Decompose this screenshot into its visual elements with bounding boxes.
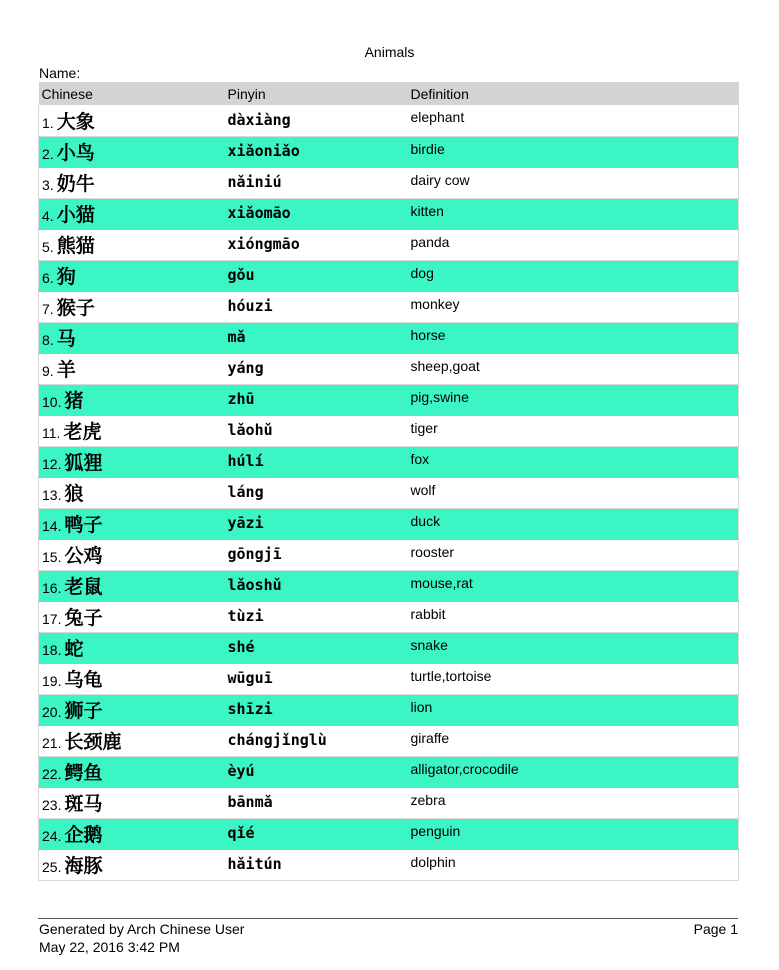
definition-cell: pig,swine bbox=[408, 384, 739, 415]
hanzi-text: 猪 bbox=[64, 390, 84, 412]
document-title: Animals bbox=[364, 44, 415, 60]
table-row bbox=[39, 694, 739, 725]
definition-cell: penguin bbox=[408, 818, 739, 849]
chinese-cell bbox=[39, 353, 225, 384]
hanzi-text: 奶牛 bbox=[56, 173, 95, 195]
chinese-cell bbox=[39, 136, 225, 167]
hanzi-text: 企鹅 bbox=[64, 824, 103, 846]
hanzi-text: 狗 bbox=[56, 266, 76, 288]
table-row bbox=[39, 198, 739, 229]
chinese-cell bbox=[39, 725, 225, 756]
table-row bbox=[39, 818, 739, 849]
definition-cell: zebra bbox=[408, 787, 739, 818]
row-number: 9. bbox=[42, 363, 54, 379]
definition-cell: dog bbox=[408, 260, 739, 291]
pinyin-text: xiǎomāo bbox=[227, 204, 291, 222]
row-number: 21. bbox=[42, 735, 62, 751]
pinyin-text: nǎiniú bbox=[227, 173, 282, 191]
definition-cell: rabbit bbox=[408, 601, 739, 632]
pinyin-text: shīzi bbox=[227, 700, 273, 718]
chinese-cell bbox=[39, 477, 225, 508]
pinyin-text: qǐé bbox=[227, 824, 255, 842]
vocabulary-table bbox=[38, 82, 739, 881]
header-pinyin: Pinyin bbox=[225, 82, 408, 105]
chinese-cell bbox=[39, 663, 225, 694]
table-row bbox=[39, 663, 739, 694]
hanzi-text: 马 bbox=[56, 328, 76, 350]
row-number: 14. bbox=[42, 518, 62, 534]
name-label: Name: bbox=[39, 65, 81, 81]
row-number: 24. bbox=[42, 828, 62, 844]
table-row bbox=[39, 508, 739, 539]
table-row bbox=[39, 756, 739, 787]
pinyin-cell bbox=[225, 198, 408, 229]
pinyin-cell bbox=[225, 229, 408, 260]
chinese-cell bbox=[39, 570, 225, 601]
pinyin-cell bbox=[225, 694, 408, 725]
hanzi-text: 老鼠 bbox=[64, 576, 103, 598]
chinese-cell bbox=[39, 787, 225, 818]
chinese-cell bbox=[39, 539, 225, 570]
chinese-cell bbox=[39, 260, 225, 291]
chinese-cell bbox=[39, 229, 225, 260]
table-row bbox=[39, 849, 739, 880]
chinese-cell bbox=[39, 384, 225, 415]
table-row bbox=[39, 570, 739, 601]
row-number: 2. bbox=[42, 146, 54, 162]
pinyin-cell bbox=[225, 508, 408, 539]
pinyin-cell bbox=[225, 384, 408, 415]
pinyin-cell bbox=[225, 446, 408, 477]
definition-cell: birdie bbox=[408, 136, 739, 167]
chinese-cell bbox=[39, 632, 225, 663]
row-number: 8. bbox=[42, 332, 54, 348]
hanzi-text: 乌龟 bbox=[64, 669, 103, 691]
hanzi-text: 鳄鱼 bbox=[64, 762, 103, 784]
definition-cell: kitten bbox=[408, 198, 739, 229]
definition-cell: sheep,goat bbox=[408, 353, 739, 384]
pinyin-text: zhū bbox=[227, 390, 255, 408]
pinyin-text: bānmǎ bbox=[227, 793, 273, 811]
pinyin-cell bbox=[225, 756, 408, 787]
row-number: 12. bbox=[42, 456, 62, 472]
definition-cell: lion bbox=[408, 694, 739, 725]
footer-date: May 22, 2016 3:42 PM bbox=[39, 939, 180, 955]
chinese-cell bbox=[39, 105, 225, 136]
row-number: 22. bbox=[42, 766, 62, 782]
table-row bbox=[39, 167, 739, 198]
chinese-cell bbox=[39, 167, 225, 198]
footer-generated-by: Generated by Arch Chinese User bbox=[39, 921, 245, 937]
definition-cell: monkey bbox=[408, 291, 739, 322]
hanzi-text: 羊 bbox=[56, 359, 76, 381]
hanzi-text: 猴子 bbox=[56, 297, 95, 319]
hanzi-text: 狐狸 bbox=[64, 452, 103, 474]
definition-cell: mouse,rat bbox=[408, 570, 739, 601]
row-number: 13. bbox=[42, 487, 62, 503]
chinese-cell bbox=[39, 818, 225, 849]
pinyin-text: chángjǐnglù bbox=[227, 731, 327, 749]
pinyin-cell bbox=[225, 787, 408, 818]
pinyin-cell bbox=[225, 725, 408, 756]
row-number: 18. bbox=[42, 642, 62, 658]
pinyin-cell bbox=[225, 477, 408, 508]
definition-cell: turtle,tortoise bbox=[408, 663, 739, 694]
definition-cell: rooster bbox=[408, 539, 739, 570]
pinyin-cell bbox=[225, 539, 408, 570]
definition-cell: giraffe bbox=[408, 725, 739, 756]
chinese-cell bbox=[39, 849, 225, 880]
chinese-cell bbox=[39, 446, 225, 477]
chinese-cell bbox=[39, 415, 225, 446]
pinyin-text: xiǎoniǎo bbox=[227, 142, 300, 160]
chinese-cell bbox=[39, 291, 225, 322]
pinyin-cell bbox=[225, 291, 408, 322]
table-row bbox=[39, 384, 739, 415]
hanzi-text: 斑马 bbox=[64, 793, 103, 815]
pinyin-cell bbox=[225, 415, 408, 446]
pinyin-cell bbox=[225, 353, 408, 384]
table-row bbox=[39, 601, 739, 632]
pinyin-cell bbox=[225, 105, 408, 136]
pinyin-cell bbox=[225, 136, 408, 167]
pinyin-cell bbox=[225, 260, 408, 291]
footer-divider bbox=[38, 918, 738, 919]
pinyin-text: tùzi bbox=[227, 607, 264, 625]
header-chinese: Chinese bbox=[39, 82, 225, 105]
definition-cell: fox bbox=[408, 446, 739, 477]
pinyin-cell bbox=[225, 818, 408, 849]
definition-cell: horse bbox=[408, 322, 739, 353]
table-row bbox=[39, 632, 739, 663]
row-number: 20. bbox=[42, 704, 62, 720]
hanzi-text: 蛇 bbox=[64, 638, 84, 660]
row-number: 17. bbox=[42, 611, 62, 627]
row-number: 15. bbox=[42, 549, 62, 565]
pinyin-text: èyú bbox=[227, 762, 255, 780]
row-number: 10. bbox=[42, 394, 62, 410]
hanzi-text: 老虎 bbox=[63, 421, 102, 443]
header-definition: Definition bbox=[408, 82, 739, 105]
definition-cell: duck bbox=[408, 508, 739, 539]
pinyin-text: yāzi bbox=[227, 514, 264, 532]
chinese-cell bbox=[39, 198, 225, 229]
hanzi-text: 小鸟 bbox=[56, 142, 95, 164]
pinyin-text: yáng bbox=[227, 359, 264, 377]
definition-cell: tiger bbox=[408, 415, 739, 446]
table-header-row bbox=[39, 82, 739, 105]
pinyin-text: dàxiàng bbox=[227, 110, 291, 129]
row-number: 16. bbox=[42, 580, 62, 596]
pinyin-cell bbox=[225, 570, 408, 601]
hanzi-text: 长颈鹿 bbox=[64, 731, 122, 753]
pinyin-cell bbox=[225, 322, 408, 353]
definition-cell: panda bbox=[408, 229, 739, 260]
pinyin-text: gǒu bbox=[227, 266, 255, 284]
row-number: 23. bbox=[42, 797, 62, 813]
hanzi-text: 大象 bbox=[56, 110, 95, 133]
row-number: 5. bbox=[42, 239, 54, 255]
pinyin-cell bbox=[225, 167, 408, 198]
pinyin-text: lǎohǔ bbox=[227, 421, 273, 439]
table-row bbox=[39, 787, 739, 818]
pinyin-text: xióngmāo bbox=[227, 235, 300, 253]
pinyin-text: láng bbox=[227, 483, 264, 501]
definition-cell: dairy cow bbox=[408, 167, 739, 198]
hanzi-text: 海豚 bbox=[64, 855, 103, 877]
chinese-cell bbox=[39, 601, 225, 632]
page-number: Page 1 bbox=[693, 921, 738, 937]
row-number: 4. bbox=[42, 208, 54, 224]
pinyin-cell bbox=[225, 632, 408, 663]
row-number: 3. bbox=[42, 177, 54, 193]
pinyin-text: mǎ bbox=[227, 328, 246, 346]
chinese-cell bbox=[39, 694, 225, 725]
row-number: 19. bbox=[42, 673, 62, 689]
footer-info bbox=[39, 920, 244, 956]
chinese-cell bbox=[39, 508, 225, 539]
pinyin-text: hǎitún bbox=[227, 855, 282, 873]
table-row bbox=[39, 539, 739, 570]
row-number: 7. bbox=[42, 301, 54, 317]
table-row bbox=[39, 136, 739, 167]
row-number: 25. bbox=[42, 859, 62, 875]
pinyin-text: wūguī bbox=[227, 669, 273, 687]
table-row bbox=[39, 415, 739, 446]
definition-cell: snake bbox=[408, 632, 739, 663]
table-row bbox=[39, 291, 739, 322]
pinyin-text: shé bbox=[227, 638, 255, 656]
chinese-cell bbox=[39, 322, 225, 353]
row-number: 1. bbox=[42, 114, 54, 131]
hanzi-text: 狼 bbox=[64, 483, 84, 505]
row-number: 11. bbox=[42, 425, 61, 441]
pinyin-cell bbox=[225, 601, 408, 632]
pinyin-text: gōngjī bbox=[227, 545, 282, 563]
pinyin-text: hóuzi bbox=[227, 297, 273, 315]
hanzi-text: 公鸡 bbox=[64, 545, 103, 567]
pinyin-cell bbox=[225, 663, 408, 694]
table-row bbox=[39, 725, 739, 756]
row-number: 6. bbox=[42, 270, 54, 286]
table-row bbox=[39, 105, 739, 136]
hanzi-text: 熊猫 bbox=[56, 235, 95, 257]
table-row bbox=[39, 446, 739, 477]
definition-cell: alligator,crocodile bbox=[408, 756, 739, 787]
table-row bbox=[39, 477, 739, 508]
pinyin-text: húlí bbox=[227, 452, 264, 470]
definition-cell: elephant bbox=[408, 105, 739, 136]
table-row bbox=[39, 229, 739, 260]
definition-cell: wolf bbox=[408, 477, 739, 508]
table-row bbox=[39, 353, 739, 384]
table-row bbox=[39, 260, 739, 291]
hanzi-text: 兔子 bbox=[64, 607, 103, 629]
chinese-cell bbox=[39, 756, 225, 787]
pinyin-text: lǎoshǔ bbox=[227, 576, 282, 594]
hanzi-text: 小猫 bbox=[56, 204, 95, 226]
hanzi-text: 狮子 bbox=[64, 700, 103, 722]
definition-cell: dolphin bbox=[408, 849, 739, 880]
table-row bbox=[39, 322, 739, 353]
hanzi-text: 鸭子 bbox=[64, 514, 103, 536]
pinyin-cell bbox=[225, 849, 408, 880]
